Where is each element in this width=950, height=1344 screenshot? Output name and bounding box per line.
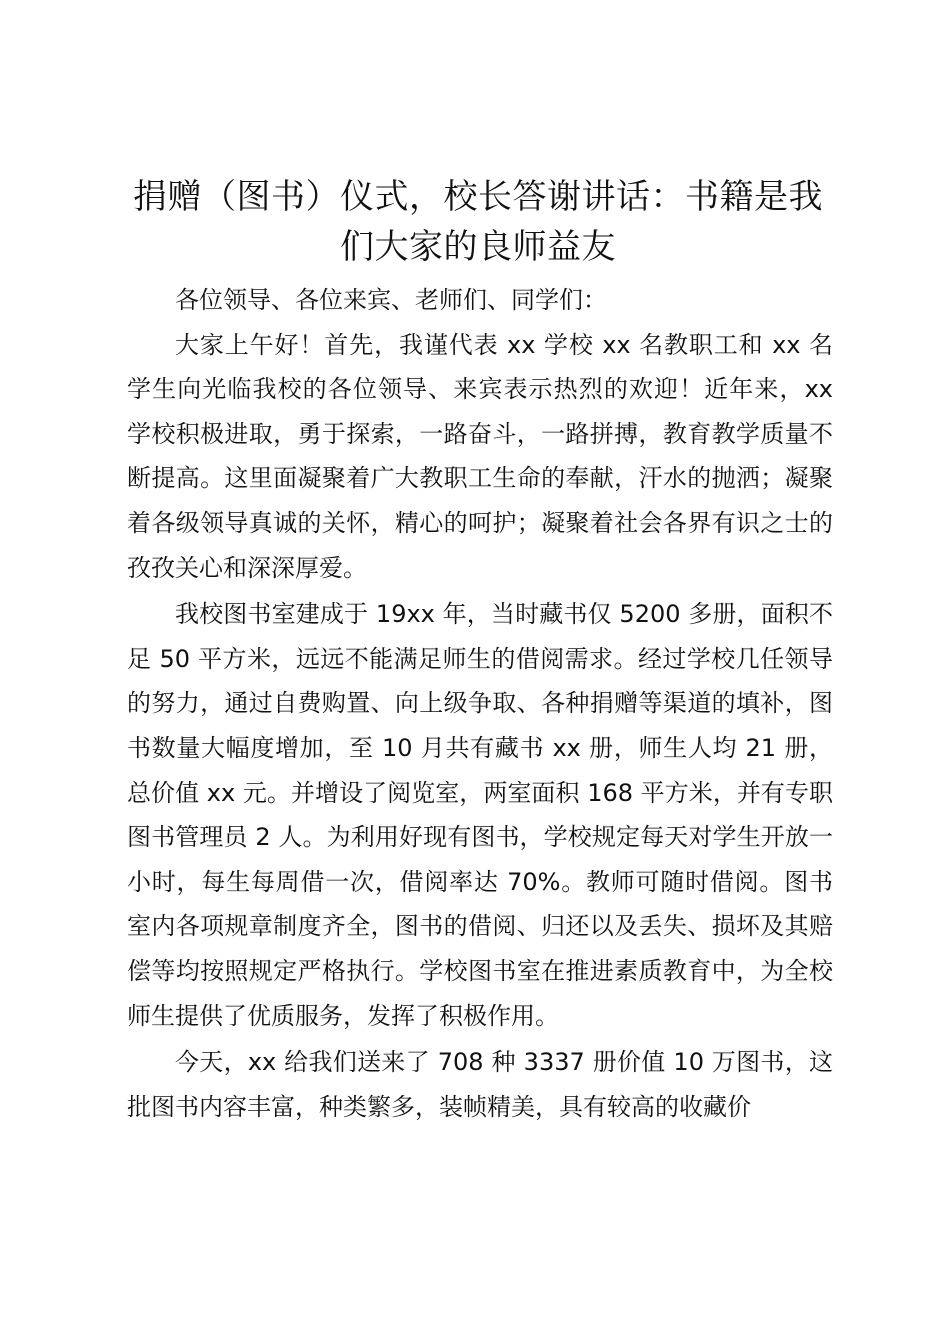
donation-paragraph: 今天，xx 给我们送来了 708 种 3337 册价值 10 万图书，这批图书内容丰富，种类繁多，装帧精美，具有较高的收藏价: [127, 1048, 833, 1121]
document-body: [127, 278, 833, 1129]
greeting-paragraph: 大家上午好！首先，我谨代表 xx 学校 xx 名教职工和 xx 名学生向光临我校的各位领导、来宾表示热烈的欢迎！近年来，xx 学校积极进取，勇于探索，一路奋斗，一路拼搏，教育教学质量不断提高。这里面凝聚着广大教职工生命的奉献，汗水的抛洒；凝聚着各级领导真诚的关怀，精心的呵护；凝聚着社会各界有识之士的孜孜关心和深深厚爱。: [127, 330, 833, 582]
document-title: 捐赠（图书）仪式，校长答谢讲话：书籍是我们大家的良师益友: [133, 177, 823, 267]
library-history-paragraph: 我校图书室建成于 19xx 年，当时藏书仅 5200 多册，面积不足 50 平方米，远远不能满足师生的借阅需求。经过学校几任领导的努力，通过自费购置、向上级争取、各种捐赠等渠道的填补，图书数量大幅度增加，至 10 月共有藏书 xx 册，师生人均 21 册，总价值 xx 元。并增设了阅览室，两室面积 168 平方米，并有专职图书管理员 2 人。为利用好现有图书，学校规定每天对学生开放一小时，每生每周借一次，借阅率达 70%。教师可随时借阅。图书室内各项规章制度齐全，图书的借阅、归还以及丢失、损坏及其赔偿等均按照规定严格执行。学校图书室在推进素质教育中，为全校师生提供了优质服务，发挥了积极作用。: [127, 600, 833, 1030]
salutation-paragraph: 各位领导、各位来宾、老师们、同学们：: [175, 286, 607, 314]
